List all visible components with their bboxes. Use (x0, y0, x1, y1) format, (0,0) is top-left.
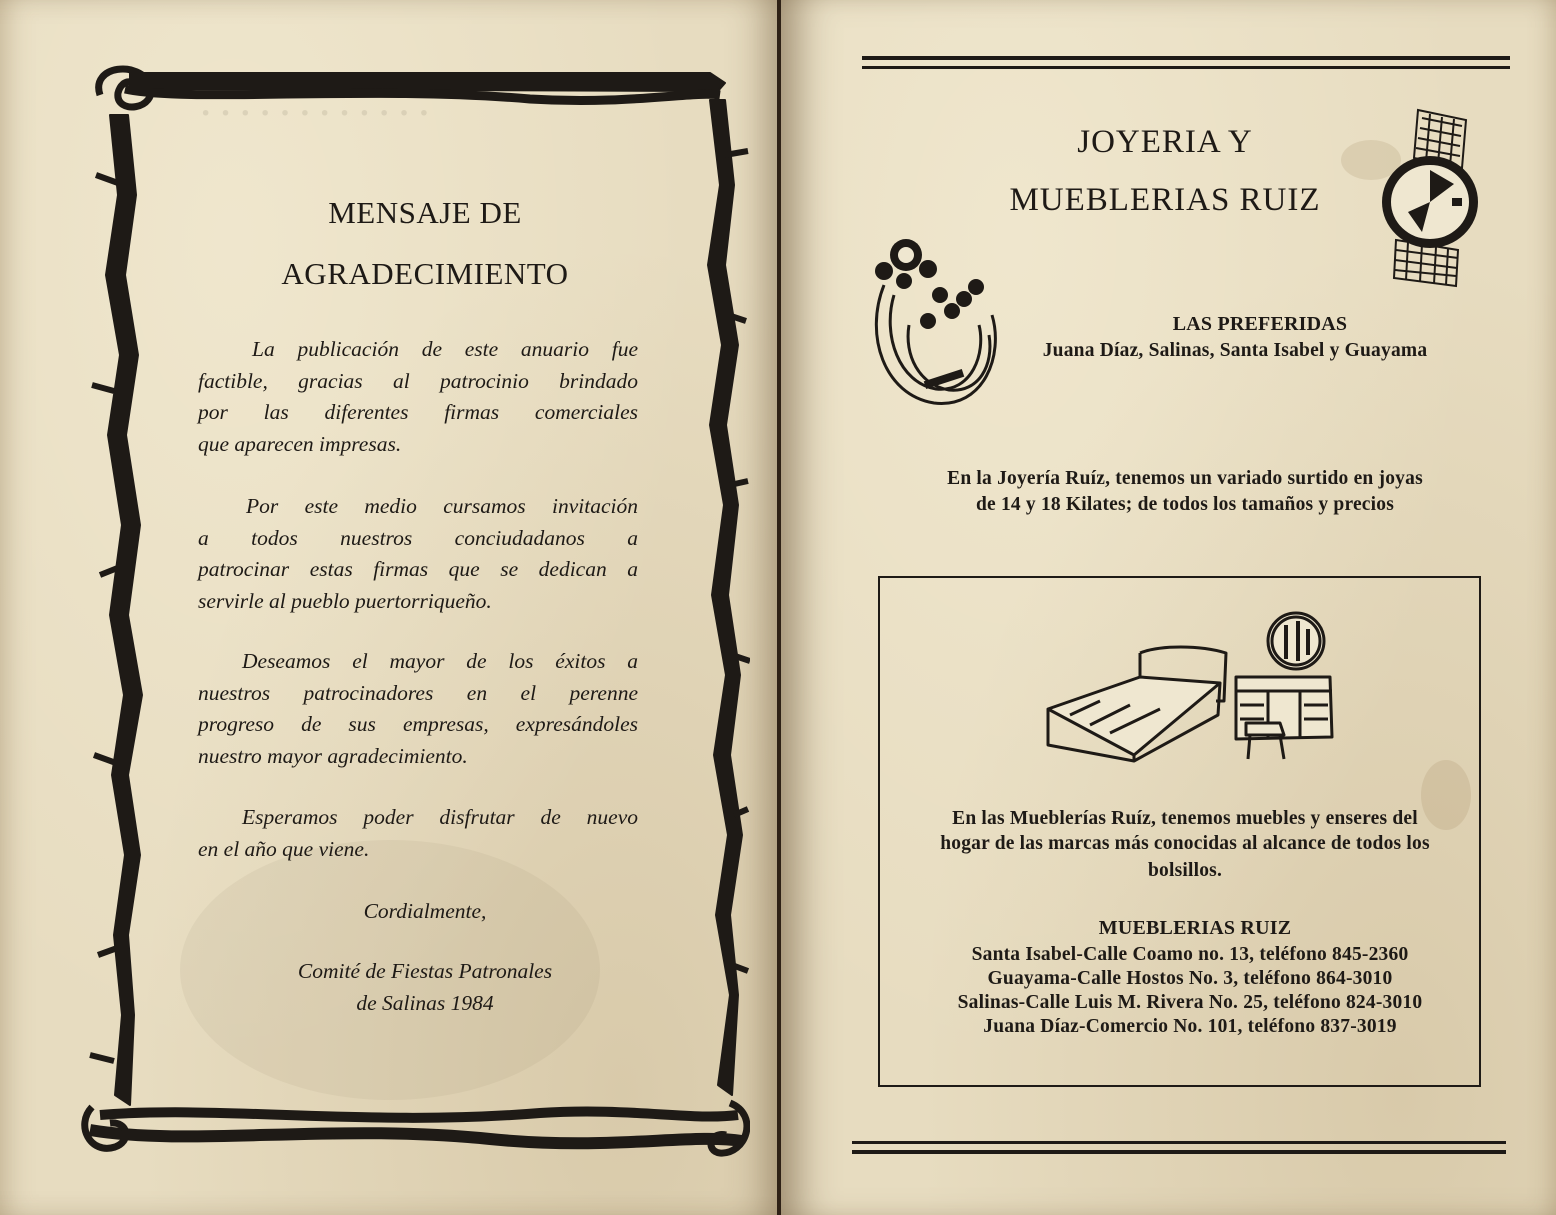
wristwatch-illustration (1378, 108, 1488, 288)
show-through-text: · · · · · · · · · · · · (200, 95, 430, 132)
muebles-text-line-1: En las Mueblerías Ruíz, tenemos muebles y enseres del (952, 808, 1418, 829)
store-line: Juana Díaz-Comercio No. 101, teléfono 837-3019 (983, 1016, 1397, 1037)
signature-line-1: Comité de Fiestas Patronales (297, 959, 553, 983)
top-rule (862, 56, 1510, 60)
paragraph-1 (198, 334, 638, 460)
bedroom-furniture-illustration (1040, 605, 1340, 765)
bottom-rule (852, 1141, 1506, 1144)
heading-line-2: MUEBLERIAS RUIZ (1009, 182, 1321, 218)
joyeria-text-line-1: En la Joyería Ruíz, tenemos un variado surtido en joyas (947, 468, 1423, 489)
paragraph-line: nuestro mayor agradecimiento. (198, 743, 468, 768)
paragraph-line: Deseamos el mayor de los éxitos a (242, 649, 638, 673)
top-rule (862, 66, 1510, 69)
title-line-1: MENSAJE DE (328, 195, 522, 230)
store-line: Salinas-Calle Luis M. Rivera No. 25, teléfono 824-3010 (957, 992, 1423, 1013)
heading-line-1: JOYERIA Y (1077, 124, 1253, 160)
paragraph-line: La publicación de este anuario fue (252, 337, 638, 361)
preferidas-title: LAS PREFERIDAS (1172, 313, 1348, 335)
title-line-2: AGRADECIMIENTO (281, 256, 569, 291)
paragraph-2 (198, 491, 638, 617)
muebles-text-line-3: bolsillos. (1147, 860, 1223, 881)
muebles-text-line-2: hogar de las marcas más conocidas al alcance de todos los (940, 833, 1430, 854)
stores-title: MUEBLERIAS RUIZ (1098, 917, 1292, 939)
rings-illustration (864, 225, 1004, 410)
paragraph-line: que aparecen impresas. (198, 431, 402, 456)
paragraph-4 (198, 802, 638, 865)
closing: Cordialmente, (363, 899, 487, 923)
paragraph-line: factible, gracias al patrocinio brindado (198, 368, 638, 393)
paragraph-line: en el año que viene. (198, 836, 370, 861)
paragraph-line: progreso de sus empresas, expresándoles (198, 712, 638, 736)
store-line: Guayama-Calle Hostos No. 3, teléfono 864-3010 (987, 968, 1393, 989)
paragraph-line: servirle al pueblo puertorriqueño. (198, 588, 492, 613)
paragraph-line: a todos nuestros conciudadanos a (198, 525, 638, 550)
preferidas-towns: Juana Díaz, Salinas, Santa Isabel y Guayama (1042, 340, 1428, 361)
signature-line-2: de Salinas 1984 (356, 991, 494, 1015)
bottom-rule (852, 1150, 1506, 1154)
paragraph-line: nuestros patrocinadores en el perenne (198, 680, 638, 705)
paragraph-line: por las diferentes firmas comerciales (198, 400, 638, 424)
paragraph-line: patrocinar estas firmas que se dedican a (198, 557, 638, 581)
store-line: Santa Isabel-Calle Coamo no. 13, teléfono 845-2360 (971, 944, 1409, 965)
paragraph-line: Por este medio cursamos invitación (246, 494, 638, 518)
joyeria-text-line-2: de 14 y 18 Kilates; de todos los tamaños y precios (975, 494, 1395, 515)
paragraph-3 (198, 646, 638, 772)
paragraph-line: Esperamos poder disfrutar de nuevo (242, 805, 638, 829)
